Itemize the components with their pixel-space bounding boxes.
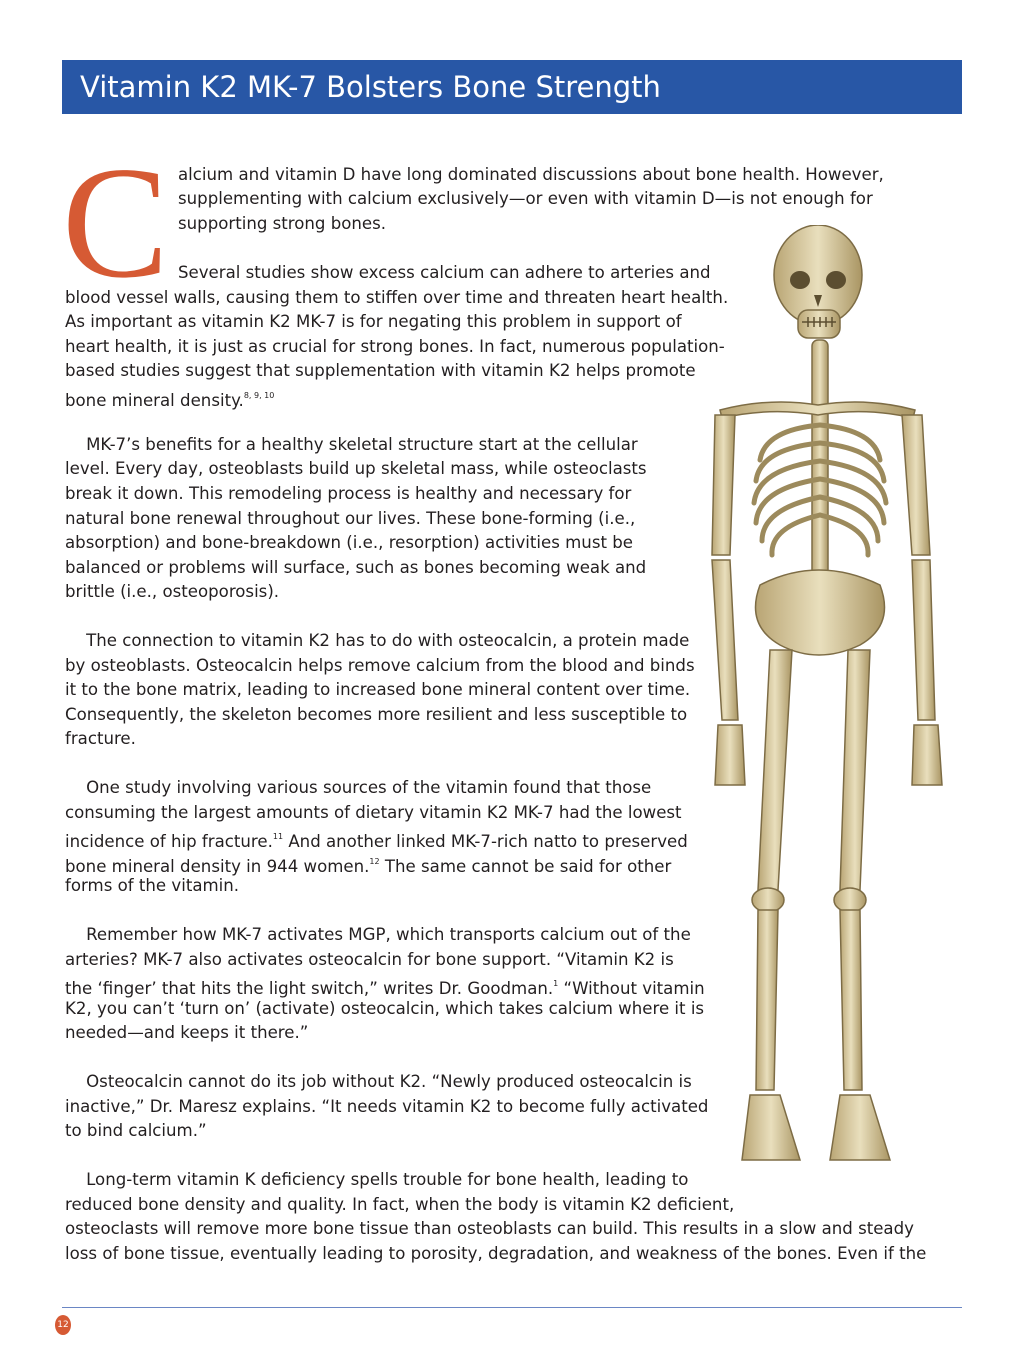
body-text-line: reduced bone density and quality. In fact, when the body is vitamin K2 deficient, xyxy=(65,1195,735,1214)
body-text-line: brittle (i.e., osteoporosis). xyxy=(65,582,280,601)
body-text-line: needed—and keeps it there.” xyxy=(65,1023,309,1042)
body-text-line: Several studies show excess calcium can adhere to arteries and xyxy=(178,263,711,282)
body-text: the ‘finger’ that hits the light switch,” writes Dr. Goodman. xyxy=(65,979,554,998)
body-text-line: it to the bone matrix, leading to increased bone mineral content over time. xyxy=(65,680,691,699)
title-banner xyxy=(62,60,962,114)
body-text-line xyxy=(65,827,688,852)
body-text-line: Osteocalcin cannot do its job without K2. “Newly produced osteocalcin is xyxy=(86,1072,692,1091)
body-text-line: fracture. xyxy=(65,729,136,748)
body-text-line: arteries? MK-7 also activates osteocalcin for bone support. “Vitamin K2 is xyxy=(65,950,674,969)
body-text-line: As important as vitamin K2 MK-7 is for negating this problem in support of xyxy=(65,312,682,331)
footnote-ref: 1 xyxy=(553,979,559,988)
body-text-line: forms of the vitamin. xyxy=(65,876,240,895)
body-text: bone mineral density. xyxy=(65,391,244,410)
body-text-line: to bind calcium.” xyxy=(65,1121,207,1140)
body-text-line: Remember how MK-7 activates MGP, which transports calcium out of the xyxy=(86,925,691,944)
body-text-line: One study involving various sources of the vitamin found that those xyxy=(86,778,652,797)
body-text-line: inactive,” Dr. Maresz explains. “It needs vitamin K2 to become fully activated xyxy=(65,1097,709,1116)
body-text-line: break it down. This remodeling process is healthy and necessary for xyxy=(65,484,632,503)
body-text-line: MK-7’s benefits for a healthy skeletal structure start at the cellular xyxy=(86,435,638,454)
body-text: The same cannot be said for other xyxy=(379,857,672,876)
body-text: “Without vitamin xyxy=(558,979,705,998)
body-text-line: K2, you can’t ‘turn on’ (activate) osteocalcin, which takes calcium where it is xyxy=(65,999,705,1018)
body-text-line: The connection to vitamin K2 has to do with osteocalcin, a protein made xyxy=(86,631,690,650)
body-text-line: loss of bone tissue, eventually leading to porosity, degradation, and weakness of the bones. Even if the xyxy=(65,1244,927,1263)
body-text-line xyxy=(65,386,274,411)
body-text-line: alcium and vitamin D have long dominated discussions about bone health. However, xyxy=(178,165,884,184)
body-text: And another linked MK-7-rich natto to preserved xyxy=(283,832,688,851)
body-text-line: heart health, it is just as crucial for strong bones. In fact, numerous population- xyxy=(65,337,725,356)
body-text-line: osteoclasts will remove more bone tissue than osteoblasts can build. This results in a slow and steady xyxy=(65,1219,914,1238)
drop-cap: C xyxy=(62,133,169,311)
page-number-badge: 12 xyxy=(55,1315,71,1335)
body-text-line: blood vessel walls, causing them to stiffen over time and threaten heart health. xyxy=(65,288,729,307)
body-text-line: supplementing with calcium exclusively—or even with vitamin D—is not enough for xyxy=(178,189,873,208)
body-text-line: balanced or problems will surface, such as bones becoming weak and xyxy=(65,558,647,577)
body-text-line: natural bone renewal throughout our lives. These bone-forming (i.e., xyxy=(65,509,636,528)
skeleton-illustration xyxy=(690,225,955,1170)
footnote-ref: 8, 9, 10 xyxy=(243,391,275,400)
body-text-line: based studies suggest that supplementation with vitamin K2 helps promote xyxy=(65,361,696,380)
footer-divider xyxy=(62,1307,962,1308)
body-text-line xyxy=(65,974,705,999)
body-text-line: absorption) and bone-breakdown (i.e., resorption) activities must be xyxy=(65,533,633,552)
body-text: bone mineral density in 944 women. xyxy=(65,857,370,876)
body-text-line: Consequently, the skeleton becomes more resilient and less susceptible to xyxy=(65,705,688,724)
footnote-ref: 11 xyxy=(272,832,284,841)
body-text-line: level. Every day, osteoblasts build up skeletal mass, while osteoclasts xyxy=(65,459,647,478)
body-text-line: by osteoblasts. Osteocalcin helps remove calcium from the blood and binds xyxy=(65,656,695,675)
body-text-line: supporting strong bones. xyxy=(178,214,387,233)
body-text-line xyxy=(65,852,671,877)
body-text-line: Long-term vitamin K deficiency spells trouble for bone health, leading to xyxy=(86,1170,689,1189)
body-text: incidence of hip fracture. xyxy=(65,832,273,851)
page-title: Vitamin K2 MK-7 Bolsters Bone Strength xyxy=(80,70,661,104)
body-text-line: consuming the largest amounts of dietary vitamin K2 MK-7 had the lowest xyxy=(65,803,682,822)
footnote-ref: 12 xyxy=(369,857,380,866)
